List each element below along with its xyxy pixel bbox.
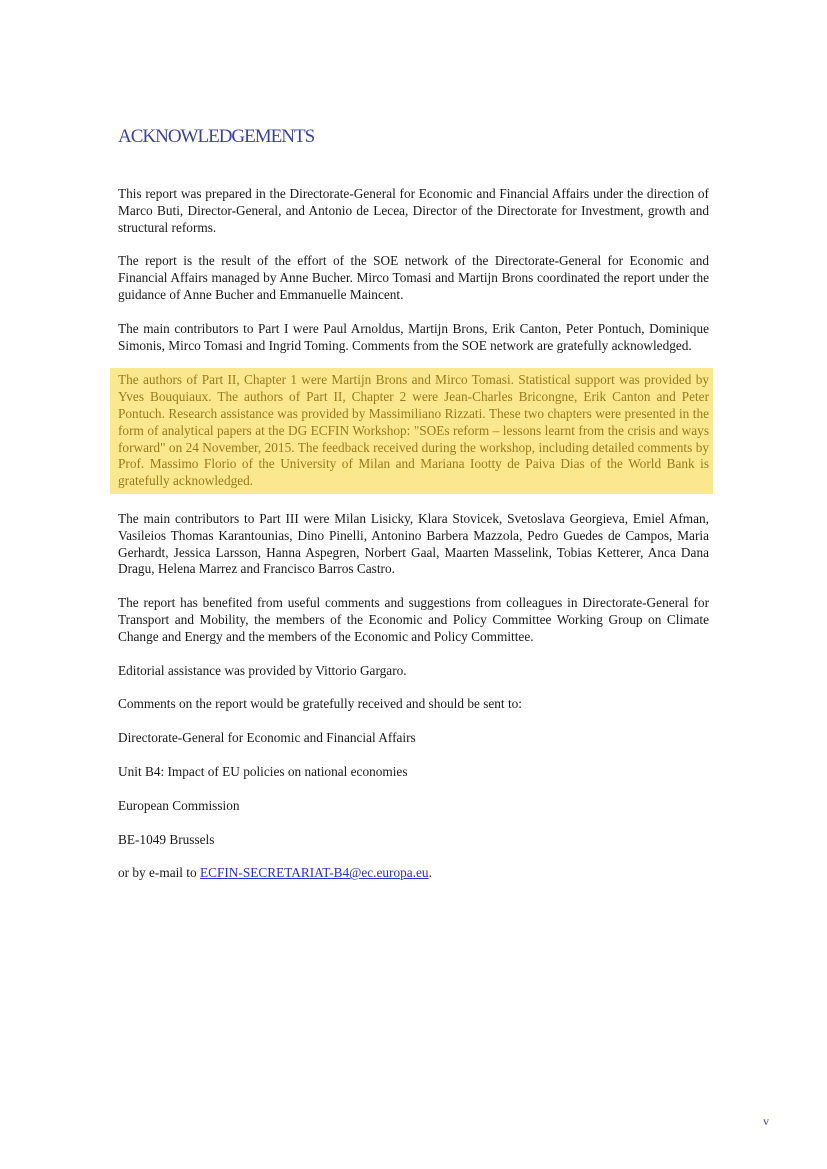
address-line-directorate: Directorate-General for Economic and Financial Affairs (118, 730, 416, 746)
address-line-commission: European Commission (118, 797, 240, 813)
paragraph-part-three: The main contributors to Part III were Milan Lisicky, Klara Stovicek, Svetoslava Georgieva, Emiel Afman, Vasileios Thomas Karantounias, Dino Pinelli, Antonino Barbera Mazzola, Pedro Guedes de Campos, Maria Gerhardt, Jessica Larsson, Hanna Aspegren, Norbert Gaal, Maarten Masselink, Tobias Ketterer, Anca Dana Dragu, Helena Marrez and Francisco Barros Castro. (118, 510, 709, 577)
address-line-unit: Unit B4: Impact of EU policies on national economies (118, 763, 408, 779)
email-suffix: . (428, 865, 432, 881)
paragraph-soe-network: The report is the result of the effort of the SOE network of the Directorate-General for Economic and Financial Affairs managed by Anne Bucher. Mirco Tomasi and Martijn Brons coordinated the report under the guidance of Anne Bucher and Emmanuelle Maincent. (118, 253, 709, 302)
paragraph-editorial: Editorial assistance was provided by Vittorio Gargaro. (118, 662, 407, 678)
page-title: ACKNOWLEDGEMENTS (118, 126, 315, 147)
acknowledgements-body (118, 186, 709, 899)
paragraph-part-one: The main contributors to Part I were Paul Arnoldus, Martijn Brons, Erik Canton, Peter Pontuch, Dominique Simonis, Mirco Tomasi and Ingrid Toming. Comments from the SOE network are gratefully acknowledged. (118, 320, 709, 353)
email-contact-line (118, 865, 709, 882)
paragraph-benefited: The report has benefited from useful comments and suggestions from colleagues in Directorate-General for Transport and Mobility, the members of the Economic and Policy Committee Working Group on Climate Change and Energy and the members of the Economic and Policy Committee. (118, 595, 709, 644)
paragraph-comments: Comments on the report would be gratefully received and should be sent to: (118, 696, 522, 712)
address-line-city: BE-1049 Brussels (118, 831, 215, 847)
email-prefix: or by e-mail to (118, 865, 200, 881)
paragraph-part-two-highlighted[interactable]: The authors of Part II, Chapter 1 were Martijn Brons and Mirco Tomasi. Statistical support was provided by Yves Bouquiaux. The authors of Part II, Chapter 2 were Jean-Charles Bricongne, Erik Canton and Peter Pontuch. Research assistance was provided by Massimiliano Rizzati. These two chapters were presented in the form of analytical papers at the DG ECFIN Workshop: "SOEs reform – lessons learnt from the crisis and ways forward" on 24 November, 2015. The feedback received during the workshop, including detailed comments by Prof. Massimo Florio of the University of Milan and Mariana Iootty de Paiva Dias of the World Bank is gratefully acknowledged. (110, 368, 713, 494)
paragraph-directorate: This report was prepared in the Directorate-General for Economic and Financial Affairs under the direction of Marco Buti, Director-General, and Antonio de Lecea, Director of the Directorate for Investment, growth and structural reforms. (118, 186, 709, 235)
page-number: v (763, 1114, 769, 1128)
email-link[interactable]: ECFIN-SECRETARIAT-B4@ec.europa.eu (199, 865, 429, 881)
